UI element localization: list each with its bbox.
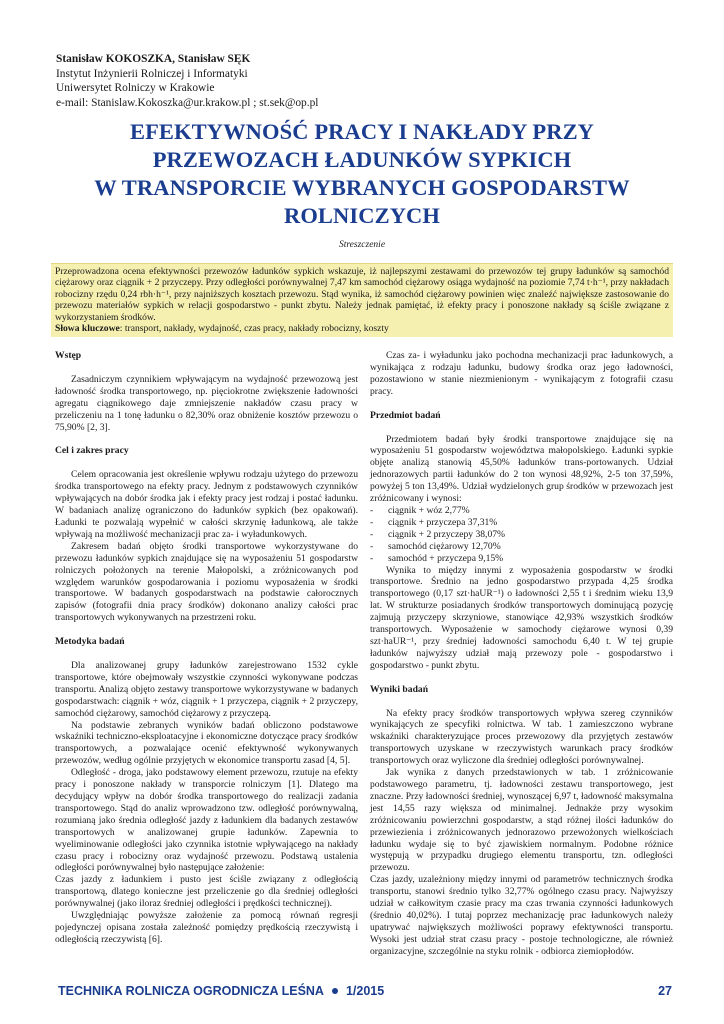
paragraph: Czas jazdy, uzależniony między innymi od parametrów technicznych środka transportu, stanowi średnio tylko 32,77% ogólnego czasu pracy. Najwyższy udział w całkowitym czasie pracy ma czas trwania czynności ładunkowych (średnio 40,02%). I tutaj poprzez mechanizację prac ładunkowych należy upatrywać największych możliwości poprawy efektywności transportu. Wysoki jest udział strat czasu pracy - postoje technologiczne, ale również organizacyjne, szczególnie na styku rolnik - odbiorca ziemiopłodów. [370, 874, 673, 957]
university: Uniwersytet Rolniczy w Krakowie [56, 82, 215, 94]
list-item: - ciągnik + 2 przyczepy 38,07% [370, 529, 673, 541]
paragraph: Dla analizowanej grupy ładunków zarejestrowano 1532 cykle transportowe, które obejmowały wszystkie czynności wykonywane podczas transportu. Analizą objęto zestawy transportowe wykorzystywane w badanych gospodarstwach: ciągnik + wóz, ciągnik + 1 przyczepa, ciągnik + 2 przyczepy, samochód ciężarowy, samochód ciężarowy z przyczepą. [55, 660, 358, 719]
list-item: - ciągnik + wóz 2,77% [370, 505, 673, 517]
section-heading: Wstęp [55, 350, 82, 361]
paragraph: Celem opracowania jest określenie wpływu rodzaju użytego do przewozu środka transportowego na efekty pracy. Jednym z podstawowych czynników wpływających na dobór środka jak i efekty pracy jest rodzaj i postać ładunku. W badaniach analizę ograniczono do ładunków sypkich (bez opakowań). Ładunki te pozwalają wypełnić w całości skrzynię ładunkową, ale także wpływają na możliwość mechanizacji prac za- i wyładunkowych. [55, 469, 358, 540]
keywords-label: Słowa kluczowe [55, 323, 120, 335]
abstract-text: Przeprowadzona ocena efektywności przewozów ładunków sypkich wskazuje, iż najlepszymi zestawami do przewozów tej grupy ładunków są samochód ciężarowy oraz ciągnik + 2 przyczepy. Przy odległości porównywalnej 7,47 km samochód ciężarowy osiąga wydajność na poziomie 7,74 t·h⁻¹, przy nakładach robocizny rzędu 0,24 rbh·h⁻¹, przy najniższych kosztach przewozu. Stąd wynika, iż samochód ciężarowy powinien więc znaleźć największe zastosowanie do przewozu materiałów sypkich w relacji gospodarstwo - punkt zbytu. Należy jednak pamiętać, iż efekty pracy i ponoszone nakłady są ściśle związane z wykorzystaniem środków. [55, 266, 669, 323]
section-heading: Cel i zakres pracy [55, 445, 129, 457]
institute: Instytut Inżynierii Rolniczej i Informatyki [56, 67, 248, 80]
list-item: - ciągnik + przyczepa 37,31% [370, 517, 673, 529]
page-number: 27 [658, 984, 672, 998]
right-column [370, 350, 673, 958]
page-footer [58, 984, 672, 1002]
journal-name: TECHNIKA ROLNICZA OGRODNICZA LEŚNA [58, 984, 324, 998]
email[interactable]: e-mail: Stanislaw.Kokoszka@ur.krakow.pl ; st.sek@op.pl [56, 96, 319, 109]
paragraph: Przedmiotem badań były środki transportowe znajdujące się na wyposażeniu 51 gospodarstw województwa małopolskiego. Ładunki sypkie objęte analizą stanowią 45,50% ładunków trans-portowanych. Udział jednorazowych partii ładunków do 2 ton wynosi 48,92%, 2-5 ton 37,59%, powyżej 5 ton 13,49%. Udział wydzielonych grup środków w przewozach jest zróżnicowany i wynosi: [370, 433, 673, 505]
abstract-heading: Streszczenie [338, 240, 386, 250]
paragraph: Odległość - droga, jako podstawowy element przewozu, rzutuje na efekty pracy i ponoszone nakłady w transporcie rolniczym [1]. Dlatego ma decydujący wpływ na dobór środka transportowego do realizacji zadania transportowego. Stąd do analiz wprowadzono tzw. odległość porównywalną, rozumianą jako średnia odległość jazdy z ładunkiem dla badanych zestawów transportowych w analizowanej grupie ładunków. Zapewnia to wyeliminowanie odległości jako czynnika istotnie wpływającego na nakłady czasu pracy i robocizny oraz wydajność przewozu. Podstawą ustalenia odległości porównywalnej było następujące założenie: [55, 767, 358, 874]
paragraph: Zasadniczym czynnikiem wpływającym na wydajność przewozową jest ładowność środka transportowego, np. pięciokrotne zwiększenie ładowności agregatu ciągnikowego daje zmniejszenie nakładów czasu pracy w przeliczeniu na 1 tonę ładunku o 82,30% oraz obniżenie kosztów przewozu o 75,90% [2, 3]. [55, 373, 358, 433]
vehicle-share-list [370, 505, 673, 565]
title-line: EFEKTYWNOŚĆ PRACY I NAKŁADY PRZY [129, 119, 595, 144]
section-heading: Metodyka badań [55, 636, 125, 648]
article-title [40, 118, 684, 230]
paragraph: Na podstawie zebranych wyników badań obliczono podstawowe wskaźniki techniczno-eksploatacyjne i ekonomiczne dotyczące pracy środków transportowych, a pozwalające ocenić efektywność wykonywanych przewozów, według ogólnie przyjętych w ekonomice transportu zasad [4, 5]. [55, 719, 358, 767]
list-item: - samochód + przyczepa 9,15% [370, 553, 673, 565]
paragraph: Czas za- i wyładunku jako pochodna mechanizacji prac ładunkowych, a wynikająca z rodzaju ładunku, budowy środka oraz jego ładowności, pozostawiono w stanie niezmienionym - wynikającym z fotografii czasu pracy. [370, 350, 673, 397]
paragraph: Wynika to między innymi z wyposażenia gospodarstw w środki transportowe. Średnio na jedno gospodarstwo przypada 4,25 środka transportowego (0,17 szt·haUR⁻¹) o ładowności 2,55 t i średnim wieku 13,9 lat. W strukturze posiadanych środków transportowych dominującą pozycję zajmują przyczepy skrzyniowe, stanowiące 42,93% wszystkich środków transportowych. Wyposażenie w samochody ciężarowe wynosi 0,39 szt·haUR⁻¹, przy średniej ładowności samochodu 6,40 t. W tej grupie ładunków najwyższy udział mają przewozy pole - gospodarstwo i gospodarstwo - punkt zbytu. [370, 564, 673, 671]
left-column [55, 350, 358, 946]
keywords: : transport, nakłady, wydajność, czas pracy, nakłady robocizny, koszty [119, 323, 389, 335]
title-line: ROLNICZYCH [283, 203, 441, 228]
author-names: Stanisław KOKOSZKA, Stanisław SĘK [56, 53, 251, 65]
section-heading: Przedmiot badań [370, 409, 441, 421]
paragraph: Uwzględniając powyższe założenie za pomocą równań regresji pojedynczej opisana została zależność pomiędzy prędkością rzeczywistą i odległością rzeczywistą [6]. [55, 910, 358, 945]
bullet-icon [332, 988, 338, 994]
list-item: - samochód ciężarowy 12,70% [370, 541, 673, 553]
section-heading: Wyniki badań [370, 683, 429, 695]
paragraph: Zakresem badań objęto środki transportowe wykorzystywane do przewozu ładunków sypkich znajdujące się na wyposażeniu 51 gospodarstw rolniczych położonych na terenie Małopolski, a zróżnicowanych pod względem warunków gospodarowania i poziomu wyposażenia w środki transportowe. W badanych gospodarstwach na podstawie całorocznych zapisów (fotografii dnia pracy środków) dokonano analizy całości prac transportowych wykonywanych na przestrzeni roku. [55, 540, 358, 624]
abstract-box [51, 263, 673, 337]
paragraph: Czas jazdy z ładunkiem i pusto jest ściśle związany z odległością transportową, dlatego konieczne jest przeliczenie go dla średniej odległości porównywalnej (jako iloraz średniej odległości i prędkości technicznej). [55, 874, 358, 910]
author-block [56, 52, 676, 110]
title-line: PRZEWOZACH ŁADUNKÓW SYPKICH [152, 147, 572, 172]
issue-number: 1/2015 [345, 984, 385, 998]
paragraph: Jak wynika z danych przedstawionych w tab. 1 zróżnicowanie podstawowego parametru, tj. ładowności zestawu transportowego, jest znaczne. Przy ładowności średniej, wynoszącej 6,97 t, ładowność maksymalna jest 14,55 razy większa od minimalnej. Jednakże przy wysokim zróżnicowaniu powierzchni gospodarstw, a stąd różnej ilości ładunków do przewiezienia i zróżnicowanych jednorazowo przewożonych wielkościach ładunku wydaje się to być zjawiskiem normalnym. Podobne różnice występują w przypadku drugiego elementu transportu, tzn. odległości przewozu. [370, 767, 673, 874]
title-line: W TRANSPORCIE WYBRANYCH GOSPODARSTW [94, 175, 630, 200]
paragraph: Na efekty pracy środków transportowych wpływa szereg czynników wynikających ze specyfiki rolnictwa. W tab. 1 zamieszczono wybrane wskaźniki charakteryzujące proces przewozowy dla przyjętych zestawów transportowych uzyskane w rzeczywistych warunkach pracy środków transportowych oraz wyliczone dla średniej odległości porównywalnej. [370, 707, 673, 767]
